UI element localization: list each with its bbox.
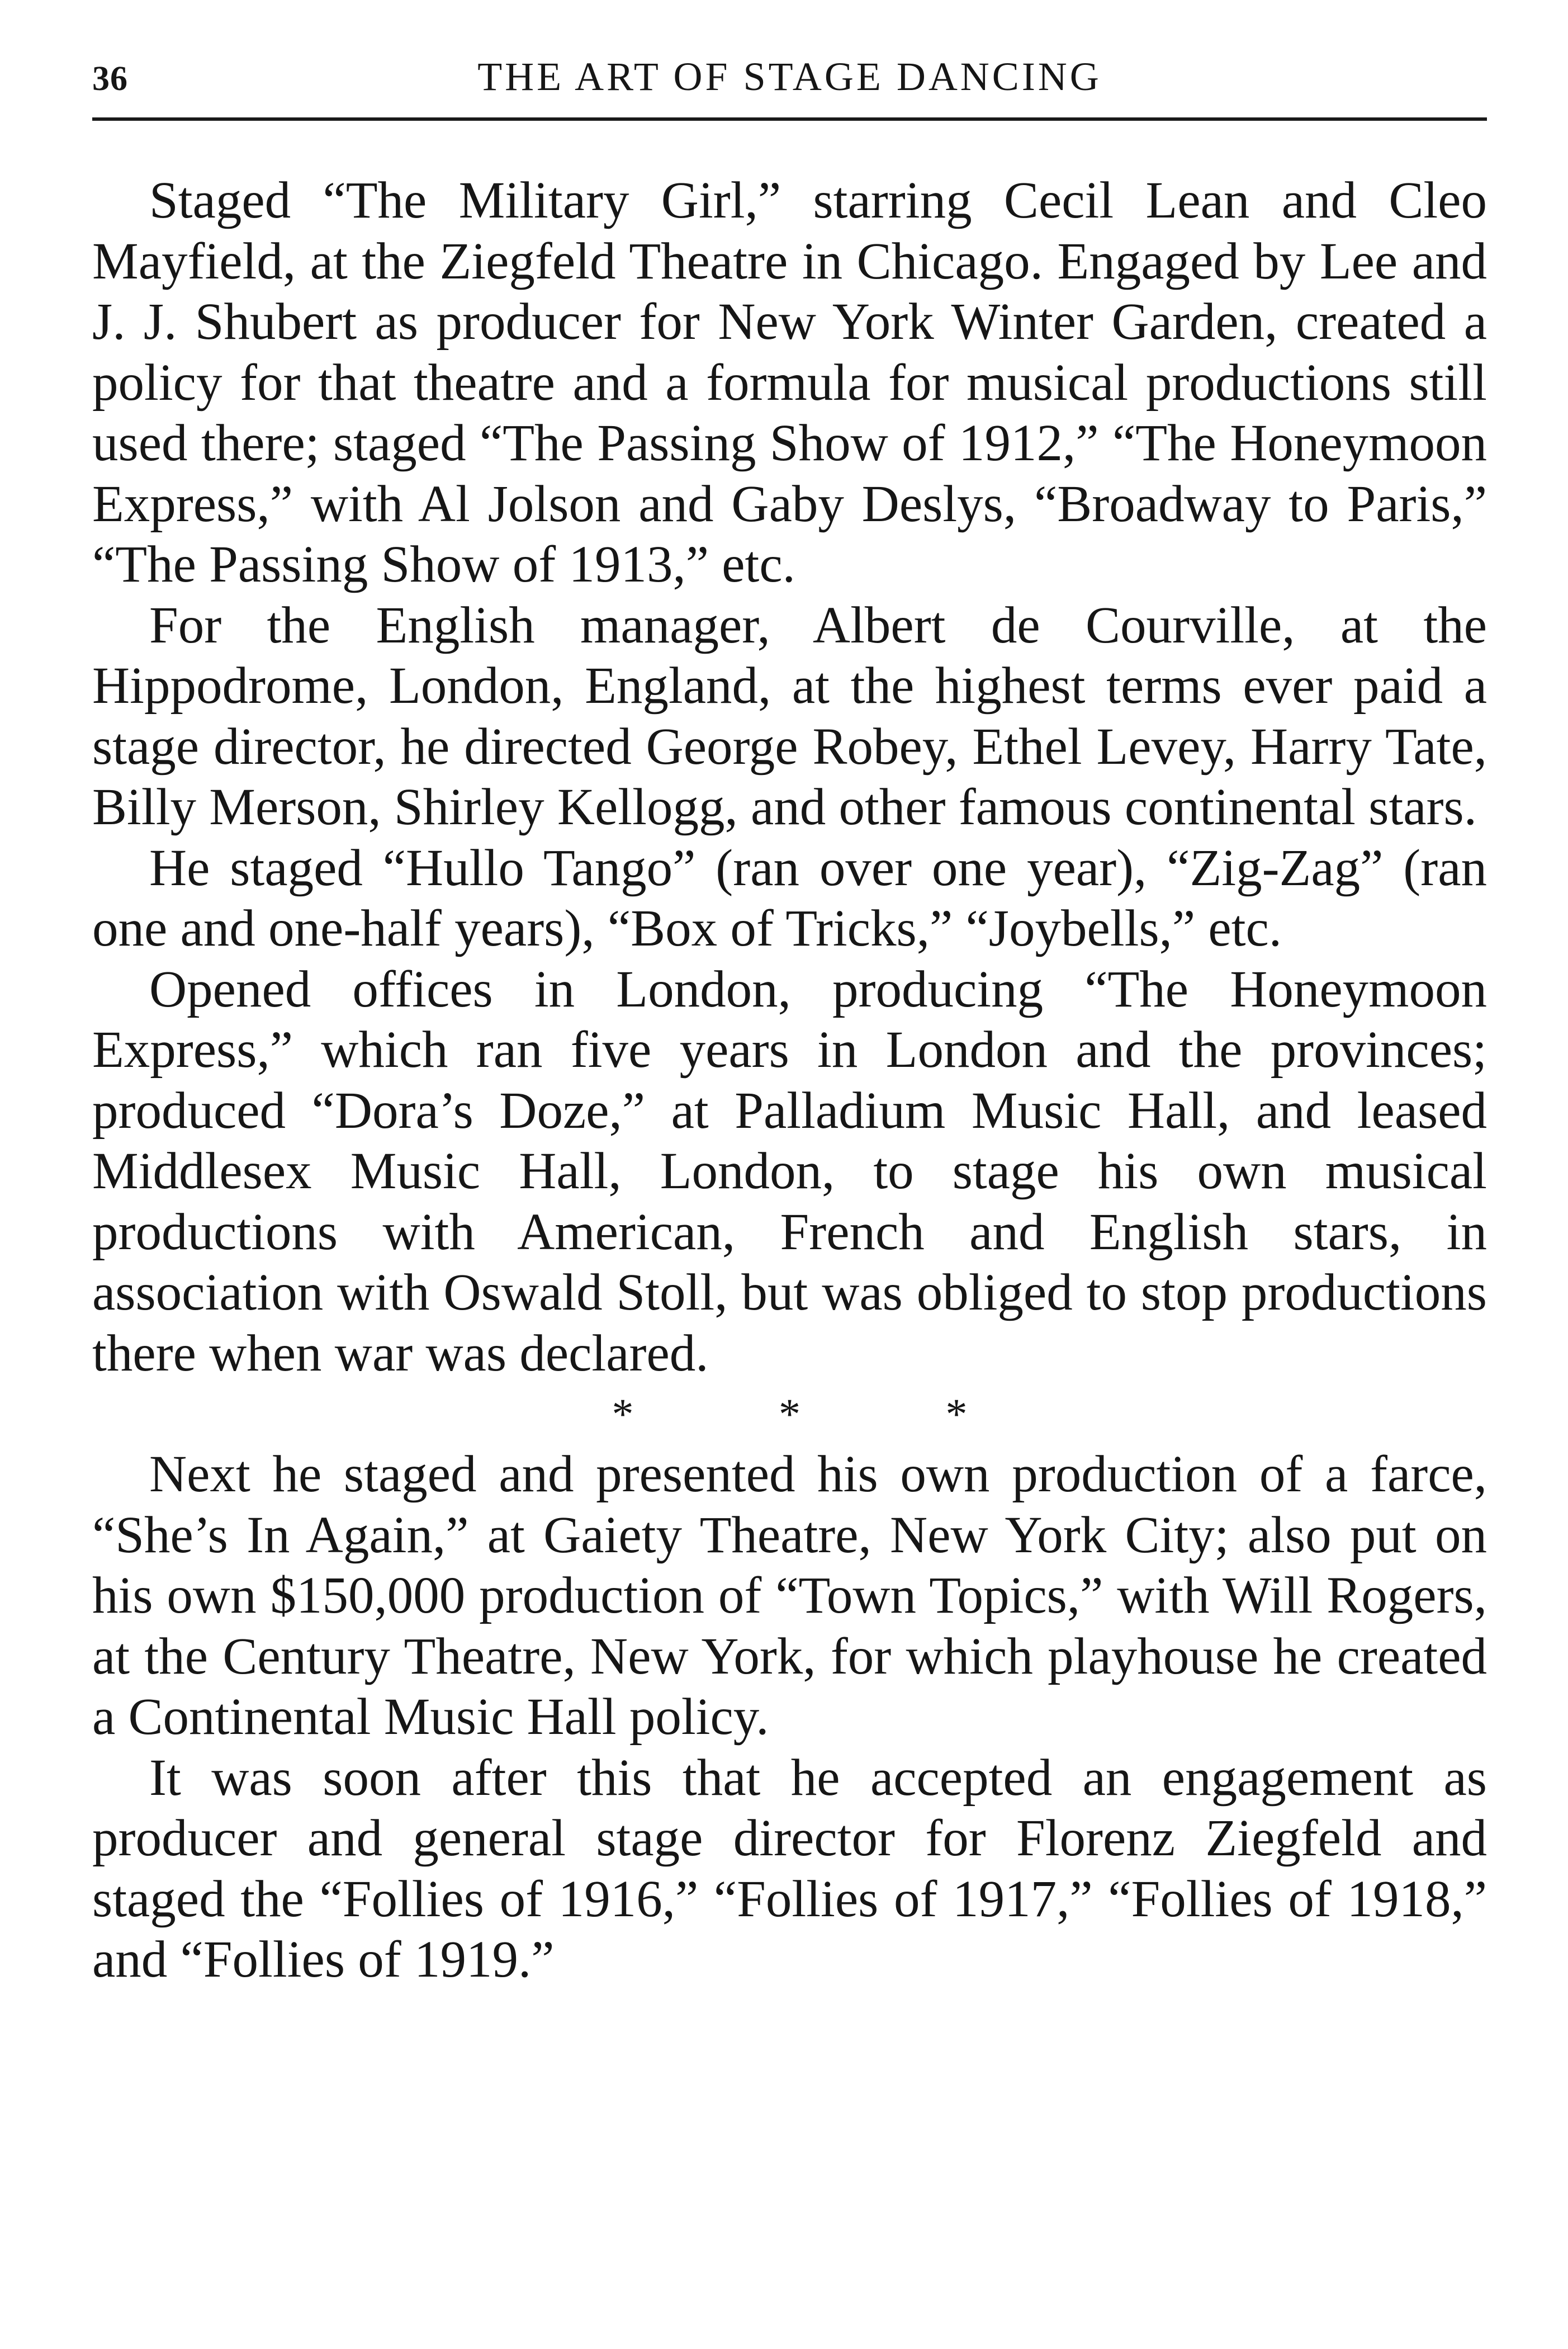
header-rule bbox=[92, 117, 1487, 121]
asterisk: * bbox=[945, 1389, 968, 1438]
asterisk: * bbox=[779, 1389, 800, 1438]
paragraph-military-girl: Staged “The Military Girl,” starring Cecil Lean and Cleo Mayfield, at the Ziegfeld Theatre in Chicago. Engaged by Lee and J. J. Shubert as producer for New York Winter Garden, created a policy for that theatre and a formula for musical productions still used there; staged “The Passing Show of 1912,” “The Honeymoon Express,” with Al Jolson and Gaby Deslys, “Broadway to Paris,” “The Passing Show of 1913,” etc. bbox=[92, 172, 1487, 593]
paragraph-london-offices: Opened offices in London, producing “The Honeymoon Express,” which ran five years in London and the provinces; produced “Dora’s Doze,” at Palladium Music Hall, and leased Middlesex Music Hall, London, to stage his own musical productions with American, French and English stars, in association with Oswald Stoll, but was obliged to stop productions there when war was declared. bbox=[92, 960, 1487, 1382]
paragraph-hullo-tango: He staged “Hullo Tango” (ran over one year), “Zig-Zag” (ran one and one-half years), “Box of Tricks,” “Joybells,” etc. bbox=[92, 839, 1487, 957]
running-title: THE ART OF STAGE DANCING bbox=[477, 54, 1102, 99]
section-separator bbox=[92, 1384, 1487, 1444]
page-header bbox=[92, 46, 1487, 113]
paragraph-ziegfeld-follies: It was soon after this that he accepted an engagement as producer and general stage director for Florenz Ziegfeld and staged the “Follies of 1916,” “Follies of 1917,” “Follies of 1918,” and “Follies of 1919.” bbox=[92, 1748, 1487, 1988]
paragraph-shes-in-again: Next he staged and presented his own production of a farce, “She’s In Again,” at Gaiety Theatre, New York City; also put on his own $150,000 production of “Town Topics,” with Will Rogers, at the Century Theatre, New York, for which playhouse he created a Continental Music Hall policy. bbox=[92, 1445, 1487, 1746]
page-number: 36 bbox=[92, 60, 128, 98]
body-text bbox=[92, 171, 1487, 1991]
asterisk: * bbox=[612, 1389, 634, 1438]
paragraph-english-manager: For the English manager, Albert de Courville, at the Hippodrome, London, England, at the highest terms ever paid a stage director, he directed George Robey, Ethel Levey, Harry Tate, Billy Merson, Shirley Kellogg, and other famous continental stars. bbox=[92, 596, 1487, 836]
